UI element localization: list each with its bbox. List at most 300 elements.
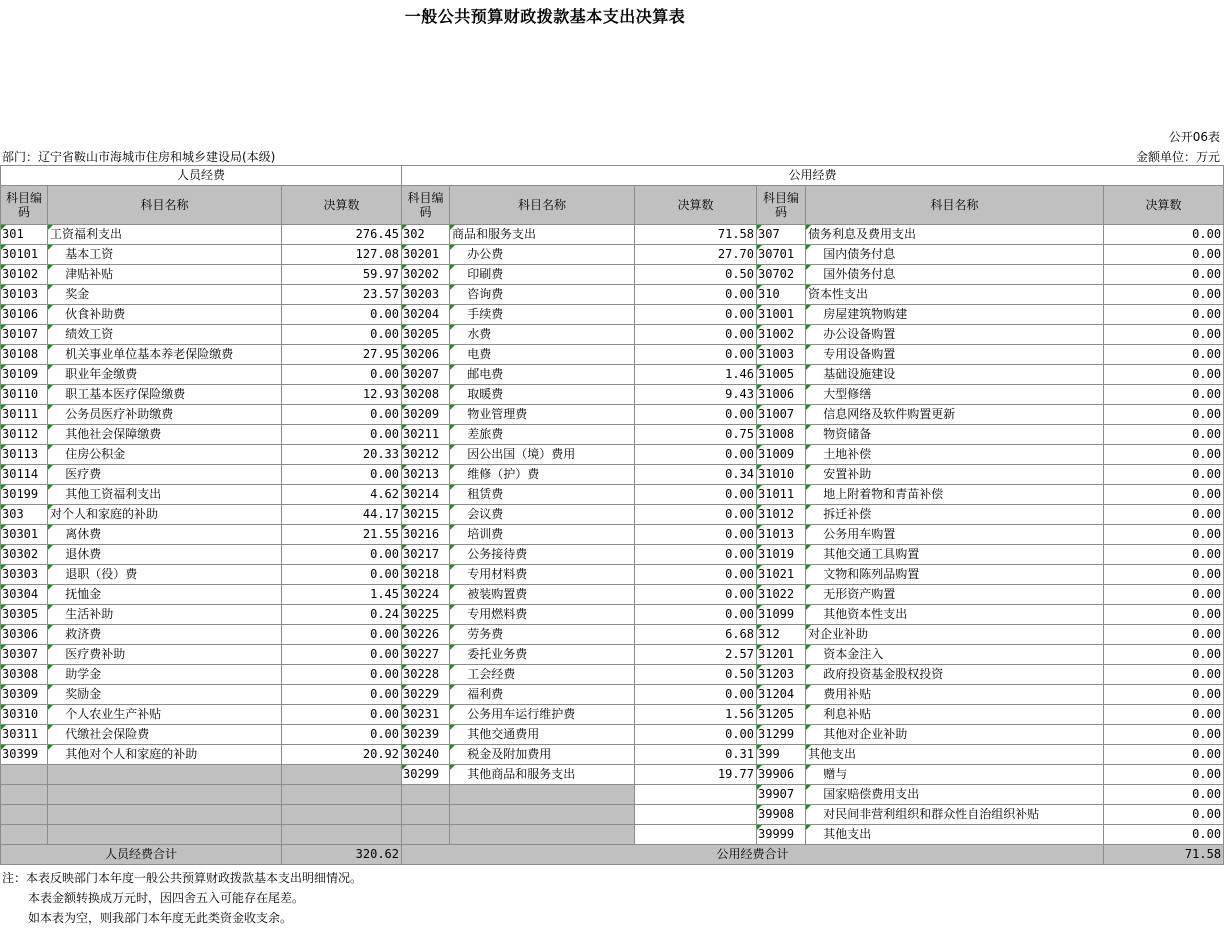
table-row	[1, 285, 1224, 305]
row-amount-cell: 276.45	[282, 225, 402, 245]
row-name-cell: 其他社会保障缴费	[48, 425, 282, 445]
row-name-cell: 医疗费	[48, 465, 282, 485]
row-name-cell	[450, 825, 635, 845]
row-amount-cell: 0.00	[1104, 285, 1224, 305]
row-name-cell: 资本性支出	[806, 285, 1104, 305]
row-amount-cell: 0.00	[635, 405, 757, 425]
row-amount-cell: 0.00	[635, 565, 757, 585]
row-amount-cell: 1.56	[635, 705, 757, 725]
unit-label: 金额单位：万元	[1135, 150, 1220, 164]
row-name-cell: 无形资产购置	[806, 585, 1104, 605]
row-amount-cell	[635, 805, 757, 825]
table-row	[1, 805, 1224, 825]
row-code-cell: 30214	[402, 485, 450, 505]
row-amount-cell: 0.00	[282, 425, 402, 445]
row-code-cell: 30226	[402, 625, 450, 645]
row-code-cell: 30701	[757, 245, 806, 265]
row-amount-cell: 0.00	[1104, 305, 1224, 325]
row-code-cell: 30111	[1, 405, 48, 425]
row-code-cell: 30199	[1, 485, 48, 505]
row-code-cell: 30205	[402, 325, 450, 345]
table-row	[1, 725, 1224, 745]
public-total-value: 71.58	[1104, 845, 1224, 865]
row-code-cell: 303	[1, 505, 48, 525]
row-amount-cell: 20.92	[282, 745, 402, 765]
row-code-cell: 31019	[757, 545, 806, 565]
row-code-cell	[1, 765, 48, 785]
row-name-cell: 生活补助	[48, 605, 282, 625]
table-row	[1, 705, 1224, 725]
personnel-total-value: 320.62	[282, 845, 402, 865]
row-code-cell: 31008	[757, 425, 806, 445]
row-code-cell: 30299	[402, 765, 450, 785]
row-code-cell	[1, 785, 48, 805]
table-row	[1, 525, 1224, 545]
row-name-cell: 伙食补助费	[48, 305, 282, 325]
row-amount-cell: 0.00	[635, 725, 757, 745]
row-amount-cell: 0.00	[1104, 405, 1224, 425]
row-code-cell: 310	[757, 285, 806, 305]
row-code-cell: 30311	[1, 725, 48, 745]
row-amount-cell: 19.77	[635, 765, 757, 785]
row-name-cell: 劳务费	[450, 625, 635, 645]
row-name-cell: 商品和服务支出	[450, 225, 635, 245]
row-code-cell: 31204	[757, 685, 806, 705]
row-amount-cell: 71.58	[635, 225, 757, 245]
row-amount-cell: 21.55	[282, 525, 402, 545]
row-code-cell: 30215	[402, 505, 450, 525]
row-code-cell: 30702	[757, 265, 806, 285]
col-header-name: 科目名称	[450, 186, 635, 225]
table-row	[1, 605, 1224, 625]
row-code-cell: 30101	[1, 245, 48, 265]
row-code-cell: 30399	[1, 745, 48, 765]
row-name-cell	[48, 785, 282, 805]
row-name-cell: 基础设施建设	[806, 365, 1104, 385]
row-amount-cell	[282, 765, 402, 785]
notes-block	[2, 868, 362, 928]
row-amount-cell: 0.00	[1104, 625, 1224, 645]
row-name-cell: 税金及附加费用	[450, 745, 635, 765]
row-code-cell: 30228	[402, 665, 450, 685]
row-code-cell: 31009	[757, 445, 806, 465]
row-amount-cell: 0.00	[1104, 685, 1224, 705]
row-name-cell: 其他商品和服务支出	[450, 765, 635, 785]
row-name-cell: 地上附着物和青苗补偿	[806, 485, 1104, 505]
row-amount-cell: 0.00	[1104, 245, 1224, 265]
row-amount-cell: 0.00	[635, 585, 757, 605]
row-name-cell: 安置补助	[806, 465, 1104, 485]
row-name-cell: 公务员医疗补助缴费	[48, 405, 282, 425]
row-code-cell: 30224	[402, 585, 450, 605]
personnel-total-label: 人员经费合计	[1, 845, 282, 865]
row-code-cell: 30211	[402, 425, 450, 445]
row-code-cell	[1, 805, 48, 825]
col-header-name: 科目名称	[806, 186, 1104, 225]
row-amount-cell: 0.00	[1104, 465, 1224, 485]
row-amount-cell: 0.00	[282, 725, 402, 745]
row-code-cell: 30231	[402, 705, 450, 725]
row-name-cell: 资本金注入	[806, 645, 1104, 665]
public-total-label: 公用经费合计	[402, 845, 1104, 865]
row-name-cell	[48, 805, 282, 825]
row-amount-cell: 0.00	[282, 325, 402, 345]
row-code-cell: 30206	[402, 345, 450, 365]
row-name-cell: 手续费	[450, 305, 635, 325]
row-code-cell: 39907	[757, 785, 806, 805]
col-header-amount: 决算数	[1104, 186, 1224, 225]
table-row	[1, 825, 1224, 845]
group-header-row	[1, 166, 1224, 186]
row-name-cell: 费用补贴	[806, 685, 1104, 705]
row-name-cell: 国内债务付息	[806, 245, 1104, 265]
row-name-cell: 印刷费	[450, 265, 635, 285]
table-row	[1, 745, 1224, 765]
row-amount-cell: 0.00	[1104, 705, 1224, 725]
row-amount-cell: 0.00	[282, 565, 402, 585]
row-amount-cell: 23.57	[282, 285, 402, 305]
row-code-cell: 30212	[402, 445, 450, 465]
row-amount-cell: 0.50	[635, 265, 757, 285]
row-name-cell	[48, 825, 282, 845]
row-code-cell: 31007	[757, 405, 806, 425]
group-header-personnel: 人员经费	[1, 166, 402, 186]
row-amount-cell: 1.45	[282, 585, 402, 605]
row-code-cell: 30229	[402, 685, 450, 705]
row-amount-cell: 0.00	[1104, 785, 1224, 805]
row-name-cell: 奖励金	[48, 685, 282, 705]
row-amount-cell: 0.00	[1104, 325, 1224, 345]
row-code-cell: 31201	[757, 645, 806, 665]
table-row	[1, 485, 1224, 505]
row-name-cell: 会议费	[450, 505, 635, 525]
row-name-cell: 债务利息及费用支出	[806, 225, 1104, 245]
table-row	[1, 465, 1224, 485]
row-name-cell: 绩效工资	[48, 325, 282, 345]
row-code-cell: 31203	[757, 665, 806, 685]
row-code-cell	[402, 805, 450, 825]
row-amount-cell: 0.00	[635, 505, 757, 525]
row-name-cell: 培训费	[450, 525, 635, 545]
row-amount-cell: 59.97	[282, 265, 402, 285]
row-amount-cell: 0.00	[1104, 585, 1224, 605]
row-amount-cell: 0.00	[1104, 365, 1224, 385]
row-code-cell: 30216	[402, 525, 450, 545]
row-name-cell: 对企业补助	[806, 625, 1104, 645]
row-name-cell: 代缴社会保险费	[48, 725, 282, 745]
row-name-cell: 其他工资福利支出	[48, 485, 282, 505]
row-name-cell	[48, 765, 282, 785]
table-row	[1, 385, 1224, 405]
row-name-cell: 退职（役）费	[48, 565, 282, 585]
row-name-cell: 被装购置费	[450, 585, 635, 605]
row-amount-cell: 0.00	[635, 485, 757, 505]
table-row	[1, 425, 1224, 445]
table-row	[1, 305, 1224, 325]
row-name-cell: 助学金	[48, 665, 282, 685]
row-name-cell: 租赁费	[450, 485, 635, 505]
row-code-cell: 30109	[1, 365, 48, 385]
table-row	[1, 785, 1224, 805]
row-code-cell: 39906	[757, 765, 806, 785]
table-row	[1, 505, 1224, 525]
col-header-name: 科目名称	[48, 186, 282, 225]
table-row	[1, 265, 1224, 285]
row-code-cell: 31205	[757, 705, 806, 725]
row-name-cell: 离休费	[48, 525, 282, 545]
row-code-cell: 301	[1, 225, 48, 245]
row-code-cell: 31010	[757, 465, 806, 485]
row-code-cell: 31021	[757, 565, 806, 585]
row-amount-cell: 0.00	[1104, 425, 1224, 445]
row-name-cell: 其他对企业补助	[806, 725, 1104, 745]
row-code-cell: 30103	[1, 285, 48, 305]
row-name-cell: 专用燃料费	[450, 605, 635, 625]
table-row	[1, 585, 1224, 605]
row-name-cell: 福利费	[450, 685, 635, 705]
row-amount-cell: 0.00	[635, 685, 757, 705]
table-row	[1, 405, 1224, 425]
row-amount-cell: 0.00	[1104, 545, 1224, 565]
row-amount-cell: 0.00	[635, 305, 757, 325]
row-code-cell: 31011	[757, 485, 806, 505]
row-amount-cell	[282, 805, 402, 825]
row-code-cell: 312	[757, 625, 806, 645]
note-line: 注：本表反映部门本年度一般公共预算财政拨款基本支出明细情况。	[2, 871, 363, 885]
row-code-cell: 30204	[402, 305, 450, 325]
table-row	[1, 625, 1224, 645]
row-name-cell: 职业年金缴费	[48, 365, 282, 385]
row-code-cell	[402, 785, 450, 805]
row-name-cell: 职工基本医疗保险缴费	[48, 385, 282, 405]
row-name-cell: 医疗费补助	[48, 645, 282, 665]
row-name-cell: 专用材料费	[450, 565, 635, 585]
row-amount-cell: 0.00	[1104, 445, 1224, 465]
row-code-cell: 31012	[757, 505, 806, 525]
row-name-cell: 水费	[450, 325, 635, 345]
row-name-cell: 机关事业单位基本养老保险缴费	[48, 345, 282, 365]
row-amount-cell: 0.00	[635, 605, 757, 625]
row-amount-cell: 0.00	[1104, 505, 1224, 525]
row-code-cell: 30303	[1, 565, 48, 585]
row-code-cell: 302	[402, 225, 450, 245]
row-name-cell: 津贴补贴	[48, 265, 282, 285]
table-row	[1, 365, 1224, 385]
row-name-cell: 咨询费	[450, 285, 635, 305]
row-amount-cell: 20.33	[282, 445, 402, 465]
row-name-cell: 住房公积金	[48, 445, 282, 465]
row-code-cell: 30202	[402, 265, 450, 285]
row-name-cell: 奖金	[48, 285, 282, 305]
row-amount-cell: 0.00	[1104, 725, 1224, 745]
row-name-cell: 公务用车运行维护费	[450, 705, 635, 725]
row-code-cell: 31003	[757, 345, 806, 365]
row-name-cell: 工会经费	[450, 665, 635, 685]
row-name-cell: 其他支出	[806, 825, 1104, 845]
table-row	[1, 345, 1224, 365]
row-amount-cell	[635, 825, 757, 845]
row-name-cell: 文物和陈列品购置	[806, 565, 1104, 585]
row-code-cell: 30114	[1, 465, 48, 485]
col-header-code: 科目编码	[757, 186, 806, 225]
row-code-cell: 30302	[1, 545, 48, 565]
row-name-cell: 物资储备	[806, 425, 1104, 445]
row-name-cell: 大型修缮	[806, 385, 1104, 405]
row-amount-cell: 0.00	[1104, 825, 1224, 845]
row-amount-cell	[635, 785, 757, 805]
row-name-cell: 信息网络及软件购置更新	[806, 405, 1104, 425]
row-code-cell: 30201	[402, 245, 450, 265]
row-amount-cell: 27.70	[635, 245, 757, 265]
row-name-cell: 因公出国（境）费用	[450, 445, 635, 465]
row-amount-cell: 0.00	[282, 645, 402, 665]
row-amount-cell: 0.00	[1104, 485, 1224, 505]
row-amount-cell	[282, 785, 402, 805]
row-name-cell	[450, 785, 635, 805]
column-header-row	[1, 186, 1224, 225]
row-code-cell: 30301	[1, 525, 48, 545]
row-amount-cell: 0.34	[635, 465, 757, 485]
row-code-cell: 31022	[757, 585, 806, 605]
note-line: 如本表为空，则我部门本年度无此类资金收支余。	[28, 911, 293, 925]
row-amount-cell: 0.00	[282, 705, 402, 725]
table-row	[1, 545, 1224, 565]
row-name-cell: 基本工资	[48, 245, 282, 265]
row-name-cell: 办公费	[450, 245, 635, 265]
row-amount-cell: 0.00	[635, 525, 757, 545]
row-name-cell: 退休费	[48, 545, 282, 565]
row-name-cell: 专用设备购置	[806, 345, 1104, 365]
row-code-cell: 39999	[757, 825, 806, 845]
table-row	[1, 245, 1224, 265]
row-name-cell: 维修（护）费	[450, 465, 635, 485]
row-code-cell: 30309	[1, 685, 48, 705]
row-name-cell: 其他资本性支出	[806, 605, 1104, 625]
row-amount-cell: 0.00	[282, 545, 402, 565]
row-amount-cell: 0.00	[282, 625, 402, 645]
row-name-cell: 公务用车购置	[806, 525, 1104, 545]
row-amount-cell: 0.00	[282, 305, 402, 325]
row-name-cell: 个人农业生产补贴	[48, 705, 282, 725]
row-code-cell: 39908	[757, 805, 806, 825]
row-code-cell: 31006	[757, 385, 806, 405]
row-code-cell: 30306	[1, 625, 48, 645]
row-amount-cell: 0.00	[1104, 665, 1224, 685]
row-amount-cell: 0.31	[635, 745, 757, 765]
row-amount-cell: 127.08	[282, 245, 402, 265]
row-amount-cell: 4.62	[282, 485, 402, 505]
row-amount-cell: 2.57	[635, 645, 757, 665]
row-name-cell: 赠与	[806, 765, 1104, 785]
table-row	[1, 645, 1224, 665]
table-row	[1, 445, 1224, 465]
row-name-cell: 救济费	[48, 625, 282, 645]
row-code-cell: 30305	[1, 605, 48, 625]
table-row	[1, 765, 1224, 785]
row-name-cell: 国外债务付息	[806, 265, 1104, 285]
row-name-cell: 其他对个人和家庭的补助	[48, 745, 282, 765]
row-name-cell: 差旅费	[450, 425, 635, 445]
row-code-cell: 30310	[1, 705, 48, 725]
row-code-cell: 30225	[402, 605, 450, 625]
row-name-cell: 对民间非营利组织和群众性自治组织补贴	[806, 805, 1104, 825]
col-header-code: 科目编码	[402, 186, 450, 225]
row-name-cell: 利息补贴	[806, 705, 1104, 725]
row-code-cell: 30209	[402, 405, 450, 425]
row-code-cell: 31099	[757, 605, 806, 625]
row-name-cell: 政府投资基金股权投资	[806, 665, 1104, 685]
row-amount-cell: 0.00	[282, 365, 402, 385]
row-name-cell: 其他交通工具购置	[806, 545, 1104, 565]
row-amount-cell: 0.00	[1104, 745, 1224, 765]
row-name-cell: 邮电费	[450, 365, 635, 385]
row-code-cell: 31001	[757, 305, 806, 325]
row-code-cell: 31013	[757, 525, 806, 545]
row-code-cell: 399	[757, 745, 806, 765]
row-name-cell: 其他交通费用	[450, 725, 635, 745]
expenditure-table	[0, 165, 1224, 865]
table-row	[1, 225, 1224, 245]
row-name-cell: 办公设备购置	[806, 325, 1104, 345]
row-code-cell: 30110	[1, 385, 48, 405]
row-code-cell: 30207	[402, 365, 450, 385]
row-code-cell: 31002	[757, 325, 806, 345]
row-name-cell: 土地补偿	[806, 445, 1104, 465]
row-amount-cell: 6.68	[635, 625, 757, 645]
row-amount-cell: 0.00	[1104, 805, 1224, 825]
row-name-cell: 其他支出	[806, 745, 1104, 765]
department-label: 部门：辽宁省鞍山市海城市住房和城乡建设局(本级)	[2, 150, 276, 164]
row-name-cell: 抚恤金	[48, 585, 282, 605]
row-amount-cell: 0.00	[1104, 225, 1224, 245]
row-amount-cell: 9.43	[635, 385, 757, 405]
row-amount-cell: 0.00	[1104, 645, 1224, 665]
row-amount-cell: 0.24	[282, 605, 402, 625]
row-code-cell: 30239	[402, 725, 450, 745]
row-code-cell: 30218	[402, 565, 450, 585]
row-amount-cell: 0.00	[282, 465, 402, 485]
row-amount-cell: 0.00	[1104, 345, 1224, 365]
row-name-cell: 物业管理费	[450, 405, 635, 425]
row-code-cell: 30203	[402, 285, 450, 305]
row-amount-cell: 0.00	[282, 665, 402, 685]
row-amount-cell: 0.00	[1104, 605, 1224, 625]
row-amount-cell: 0.00	[1104, 565, 1224, 585]
row-amount-cell: 44.17	[282, 505, 402, 525]
page-title: 一般公共预算财政拨款基本支出决算表	[404, 7, 686, 26]
row-name-cell	[450, 805, 635, 825]
col-header-amount: 决算数	[635, 186, 757, 225]
row-name-cell: 电费	[450, 345, 635, 365]
table-row	[1, 325, 1224, 345]
row-code-cell: 31005	[757, 365, 806, 385]
row-code-cell	[402, 825, 450, 845]
row-code-cell: 30308	[1, 665, 48, 685]
form-number: 公开06表	[1168, 130, 1220, 144]
row-code-cell: 30106	[1, 305, 48, 325]
row-amount-cell: 0.00	[1104, 265, 1224, 285]
col-header-code: 科目编码	[1, 186, 48, 225]
row-amount-cell: 0.00	[635, 445, 757, 465]
row-code-cell	[1, 825, 48, 845]
row-name-cell: 房屋建筑物购建	[806, 305, 1104, 325]
row-code-cell: 30102	[1, 265, 48, 285]
row-code-cell: 30304	[1, 585, 48, 605]
table-row	[1, 685, 1224, 705]
row-amount-cell: 0.75	[635, 425, 757, 445]
row-name-cell: 委托业务费	[450, 645, 635, 665]
row-code-cell: 30240	[402, 745, 450, 765]
